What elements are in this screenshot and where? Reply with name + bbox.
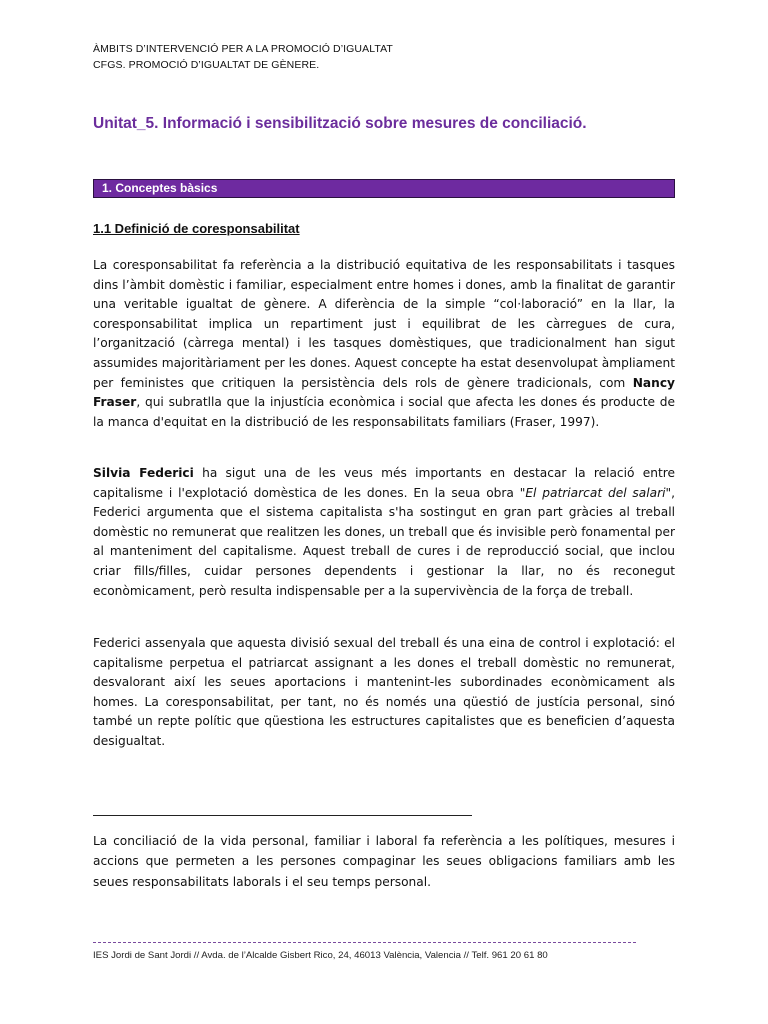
section-heading-bar: [93, 179, 675, 198]
document-header-line-2: CFGS. PROMOCIÓ D’IGUALTAT DE GÈNERE.: [93, 59, 320, 71]
paragraph-divisio-sexual: Federici assenyala que aquesta divisió sexual del treball és una eina de control i explotació: el capitalisme perpetua el patriarcat assignant a les dones el treball domèstic no remunerat, desvalorant així les seues aportacions i mantenint-les subordinades econòmicament als homes. La coresponsabilitat, per tant, no és només una qüestió de justícia personal, sinó també un repte polític que qüestiona les estructures capitalistes que es beneficien d’aquesta desigualtat.: [93, 636, 675, 748]
footnote-separator: [93, 815, 472, 816]
work-title: El patriarcat del salari: [525, 485, 666, 500]
paragraph-text: ", Federici argumenta que el sistema capitalista s'ha sostingut en gran part gràcies al treball domèstic no remunerat que realitzen les dones, un treball que és invisible però fonamental per al manteniment del capitalisme. Aquest treball de cures i de reproducció social, que inclou criar fills/filles, cuidar persones dependents i gestionar la llar, no és reconegut econòmicament, però resulta indispensable per a la supervivència de la força de treball.: [93, 485, 675, 598]
paragraph-federici: [93, 464, 675, 601]
paragraph-text: ha sigut una de les veus més importants en destacar la relació entre capitalisme i l'explotació domèstica de les dones. En la seua obra ": [93, 466, 675, 500]
paragraph-text: , qui subratlla que la injustícia econòmica i social que afecta les dones és producte de la manca d'equitat en la distribució de les responsabilitats familiars (Fraser, 1997).: [93, 395, 675, 429]
footer-divider: [93, 942, 636, 943]
author-name-federici: Silvia Federici: [93, 466, 194, 480]
document-header-line-1: ÀMBITS D’INTERVENCIÓ PER A LA PROMOCIÓ D’IGUALTAT: [93, 43, 393, 55]
page-footer: IES Jordi de Sant Jordi // Avda. de l’Alcalde Gisbert Rico, 24, 46013 València, Valencia // Telf. 961 20 61 80: [93, 950, 548, 961]
paragraph-coresponsabilitat: [93, 256, 675, 432]
paragraph-text: La coresponsabilitat fa referència a la distribució equitativa de les responsabilitats i tasques dins l’àmbit domèstic i familiar, especialment entre homes i dones, amb la finalitat de garantir una veritable igualtat de gènere. A diferència de la simple “col·laboració” en la llar, la coresponsabilitat implica un repartiment just i equilibrat de les càrregues de cura, l’organització (càrrega mental) i les tasques domèstiques, que tradicionalment han sigut assumides majoritàriament per les dones. Aquest concepte ha estat desenvolupat àmpliament per feministes que critiquen la persistència dels rols de gènere tradicionals, com: [93, 258, 675, 390]
paragraph-conciliacio: La conciliació de la vida personal, familiar i laboral fa referència a les polítiques, mesures i accions que permeten a les persones compaginar les seues obligacions familiars amb les seues responsabilitats laborals i el seu temps personal.: [93, 834, 675, 889]
subsection-title: 1.1 Definició de coresponsabilitat: [93, 221, 300, 236]
author-name-fraser: Nancy Fraser: [93, 375, 675, 410]
unit-title: Unitat_5. Informació i sensibilització sobre mesures de conciliació.: [93, 115, 587, 132]
section-heading-label: 1. Conceptes bàsics: [102, 181, 218, 195]
